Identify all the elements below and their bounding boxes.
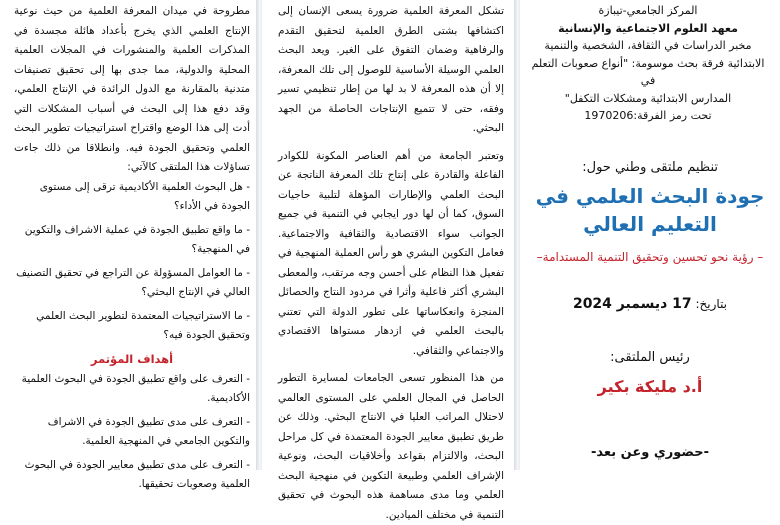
left-panel — [0, 0, 262, 490]
middle-panel-text — [278, 2, 504, 525]
chair-name: أ.د مليكة بكير — [597, 377, 703, 396]
perspective-paragraph: من هذا المنظور تسعى الجامعات لمسايرة التطور الحاصل في المجال العلمي على المستوى العالمي لاحتلال المراتب العليا في الانتاج البحثي. وذلك عن طريق تطبيق معايير الجودة المعتمدة في كل مراحل البحث، والالتزام بقواعد وأخلاقيات البحث، ونوعية الإشراف العلمي وطبيعة التكوين في منهجية البحث العلمي وما مدى مساهمة هذه البحوث في تحقيق التنمية في مختلف الميادين. — [278, 372, 504, 521]
question-item: - ما الاستراتيجيات المعتمدة لتطوير البحث العلمي وتحقيق الجودة فيه؟ — [36, 309, 250, 341]
institution-header — [530, 2, 766, 125]
attendance-mode: -حضوري وعن بعد- — [591, 445, 709, 460]
left-panel-text — [14, 2, 250, 499]
conference-date — [530, 296, 770, 312]
intro-paragraph: تشكل المعرفة العلمية ضرورة يسعى الإنسان إلى اكتشافها بشتى الطرق العلمية لتحقيق التقدم والرفاهية وضمان التفوق على الغير. ويعد البحث العلمي الوسيلة الأساسية للوصول إلى تلك المعرفة، إلا أن هذه المعرفة لا بد لها من إطار تنظيمي تسير وفقه، حتى لا تتميع الإنتاجات الحاصلة من الجهد البحثي. — [278, 5, 504, 134]
question-item: - ما العوامل المسؤولة عن التراجع في تحقيق التصنيف العالي في الإنتاج البحثي؟ — [16, 266, 250, 298]
date-prefix: بتاريخ: — [695, 297, 728, 311]
header-line: الابتدائية فرقة بحث موسومة: "أنواع صعوبات التعلم في — [531, 56, 765, 87]
goal-item: - التعرف على مدى تطبيق معايير الجودة في البحوث العلمية وصعوبات تحقيقها. — [24, 458, 250, 490]
university-paragraph: وتعتبر الجامعة من أهم العناصر المكونة للكوادر الفاعلة والقادرة على إنتاج تلك المعرفة الناتجة عن البحث العلمي والإطارات المؤهلة لتلبية حاجيات السوق، كما أن لها دور ايجابي في التنمية في جميع الجوانب سواء الاقتصادية والثقافية والاجتماعية. فعامل التكوين البشري هو رأس العملية المنهجية في تفعيل هذا النظام على أحسن وجه مرتقب، والمعطى البشري أكثر فاعلية وأثرا في مردود النتاج والحصائل المنجزة وانعكاساتها على تطور الدولة التي تعتني بالبحث العلمي في ازدهار مستواها الاقتصادي والاجتماعي والثقافي. — [278, 149, 504, 357]
goal-item: - التعرف على مدى تطبيق الجودة في الاشراف والتكوين الجامعي في المنهجية العلمية. — [47, 415, 250, 447]
problem-paragraph: مطروحة في ميدان المعرفة العلمية من حيث نوعية الإنتاج العلمي الذي يخرج بأعداد هائلة مجسدة في المذكرات العلمية والمنشورات في المجلات العلمية المحلية والدولية، مما جدى بها إلى تحقيق تصنيفات متدنية بالمقارنة مع الدول الرائدة في الإنتاج العلمي، وقد دفع هذا إلى البحث في أسباب المشكلات التي أدت إلى هذا الوضع واقتراح استراتيجيات تطوير البحث العلمي وتحقيق الجودة فيه. وانطلاقا من ذلك جاءت تساؤلات هذا الملتقى كالآتي: — [14, 5, 250, 173]
header-line: المركز الجامعي-تيبازة — [598, 4, 698, 17]
goals-heading: أهداف المؤتمر — [90, 351, 174, 366]
middle-panel — [262, 0, 520, 521]
organize-label: تنظيم ملتقى وطني حول: — [582, 160, 718, 175]
goals-list — [14, 370, 250, 495]
conference-title: جودة البحث العلمي في التعليم العالي — [535, 184, 765, 236]
date-value: 17 ديسمبر 2024 — [572, 296, 692, 312]
goal-item: - التعرف على واقع تطبيق الجودة في البحوث العلمية الأكاديمية. — [21, 372, 250, 404]
header-line: معهد العلوم الاجتماعية والإنسانية — [558, 21, 738, 35]
header-line: مخبر الدراسات في الثقافة، الشخصية والتنمية — [544, 39, 752, 52]
question-item: - هل البحوث العلمية الأكاديمية ترقى إلى مستوى الجودة في الأداء؟ — [39, 180, 250, 212]
question-item: - ما واقع تطبيق الجودة في عملية الاشراف والتكوين في المنهجية؟ — [24, 223, 250, 255]
conference-subtitle: – رؤية نحو تحسين وتحقيق التنمية المستدامة– — [536, 250, 764, 264]
chair-label: رئيس الملتقى: — [610, 350, 690, 365]
header-line: المدارس الابتدائية ومشكلات التكفل" — [564, 91, 732, 105]
team-code: تحت رمز الفرقة:1970206 — [584, 109, 712, 122]
questions-list — [14, 178, 250, 346]
